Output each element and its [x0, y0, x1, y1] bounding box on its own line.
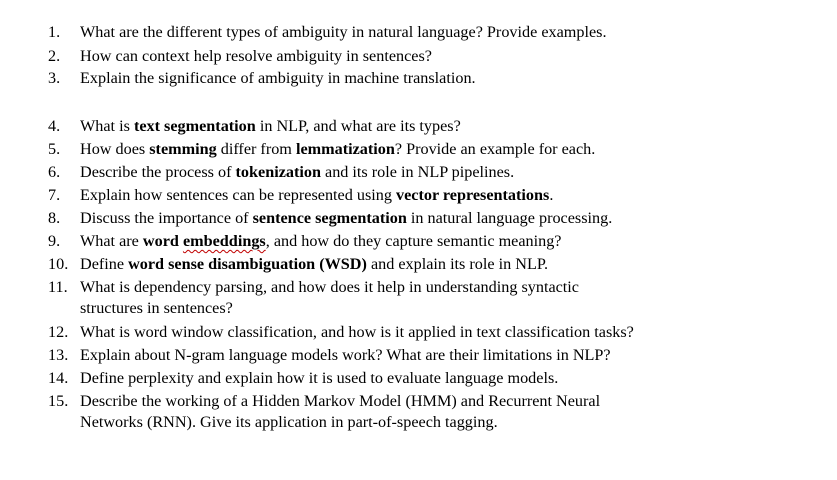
question-text-post: in natural language processing.: [406, 209, 613, 227]
question-12: [48, 322, 634, 342]
question-4: [48, 116, 461, 136]
question-9: [48, 231, 562, 251]
question-number: 15.: [48, 392, 69, 410]
question-text-post: in NLP, and what are its types?: [255, 117, 461, 135]
question-text: What is dependency parsing, and how does it help in understanding syntactic: [80, 278, 579, 296]
question-number: 11.: [48, 278, 68, 296]
question-8: [48, 208, 612, 228]
spellcheck-underlined-term: embeddings: [182, 232, 266, 250]
question-number: 2.: [48, 47, 61, 65]
question-14: [48, 368, 558, 388]
question-text: What are the different types of ambiguity in natural language? Provide examples.: [80, 23, 607, 41]
question-text: How can context help resolve ambiguity in sentences?: [80, 47, 432, 65]
question-text: Explain about N-gram language models work? What are their limitations in NLP?: [80, 346, 611, 364]
question-13: [48, 345, 611, 365]
question-number: 9.: [48, 232, 61, 250]
question-text-continued: structures in sentences?: [80, 299, 233, 317]
question-text-pre: Explain how sentences can be represented using: [80, 186, 396, 204]
question-number: 5.: [48, 140, 61, 158]
question-text-pre: Discuss the importance of: [80, 209, 253, 227]
question-term: text segmentation: [133, 117, 256, 135]
question-term: stemming: [149, 140, 217, 158]
question-text: Define perplexity and explain how it is used to evaluate language models.: [80, 369, 559, 387]
question-text-pre: Describe the process of: [80, 163, 236, 181]
question-term: vector representations: [396, 186, 550, 204]
question-2: [48, 46, 432, 66]
question-number: 10.: [48, 255, 69, 273]
question-7: [48, 185, 553, 205]
question-term: tokenization: [235, 163, 321, 181]
question-text-post: and its role in NLP pipelines.: [320, 163, 515, 181]
question-term: word sense disambiguation (WSD): [128, 255, 367, 273]
question-number: 6.: [48, 163, 61, 181]
question-number: 12.: [48, 323, 69, 341]
question-10: [48, 254, 548, 274]
question-text-pre: What is: [80, 117, 134, 135]
question-text-continued: Networks (RNN). Give its application in part-of-speech tagging.: [80, 413, 498, 431]
question-15: [48, 391, 600, 432]
question-text: Describe the working of a Hidden Markov Model (HMM) and Recurrent Neural: [80, 392, 601, 410]
question-term: word: [142, 232, 183, 250]
question-text-mid: differ from: [216, 140, 296, 158]
question-text-post: , and how do they capture semantic meaning?: [265, 232, 562, 250]
question-5: [48, 139, 595, 159]
question-term: sentence segmentation: [252, 209, 407, 227]
question-text-post: ? Provide an example for each.: [394, 140, 596, 158]
question-number: 1.: [48, 23, 61, 41]
question-text-post: and explain its role in NLP.: [366, 255, 549, 273]
question-number: 4.: [48, 117, 61, 135]
question-6: [48, 162, 514, 182]
question-number: 7.: [48, 186, 61, 204]
question-11: [48, 277, 579, 318]
question-number: 14.: [48, 369, 69, 387]
question-text-pre: How does: [80, 140, 150, 158]
question-term: lemmatization: [295, 140, 395, 158]
question-text-post: .: [549, 186, 554, 204]
question-3: [48, 68, 476, 88]
question-1: [48, 22, 607, 42]
question-number: 8.: [48, 209, 61, 227]
question-number: 3.: [48, 69, 61, 87]
question-text: What is word window classification, and how is it applied in text classification tasks?: [80, 323, 634, 341]
question-text-pre: What are: [80, 232, 143, 250]
question-text: Explain the significance of ambiguity in machine translation.: [80, 69, 476, 87]
question-number: 13.: [48, 346, 69, 364]
question-text-pre: Define: [80, 255, 129, 273]
